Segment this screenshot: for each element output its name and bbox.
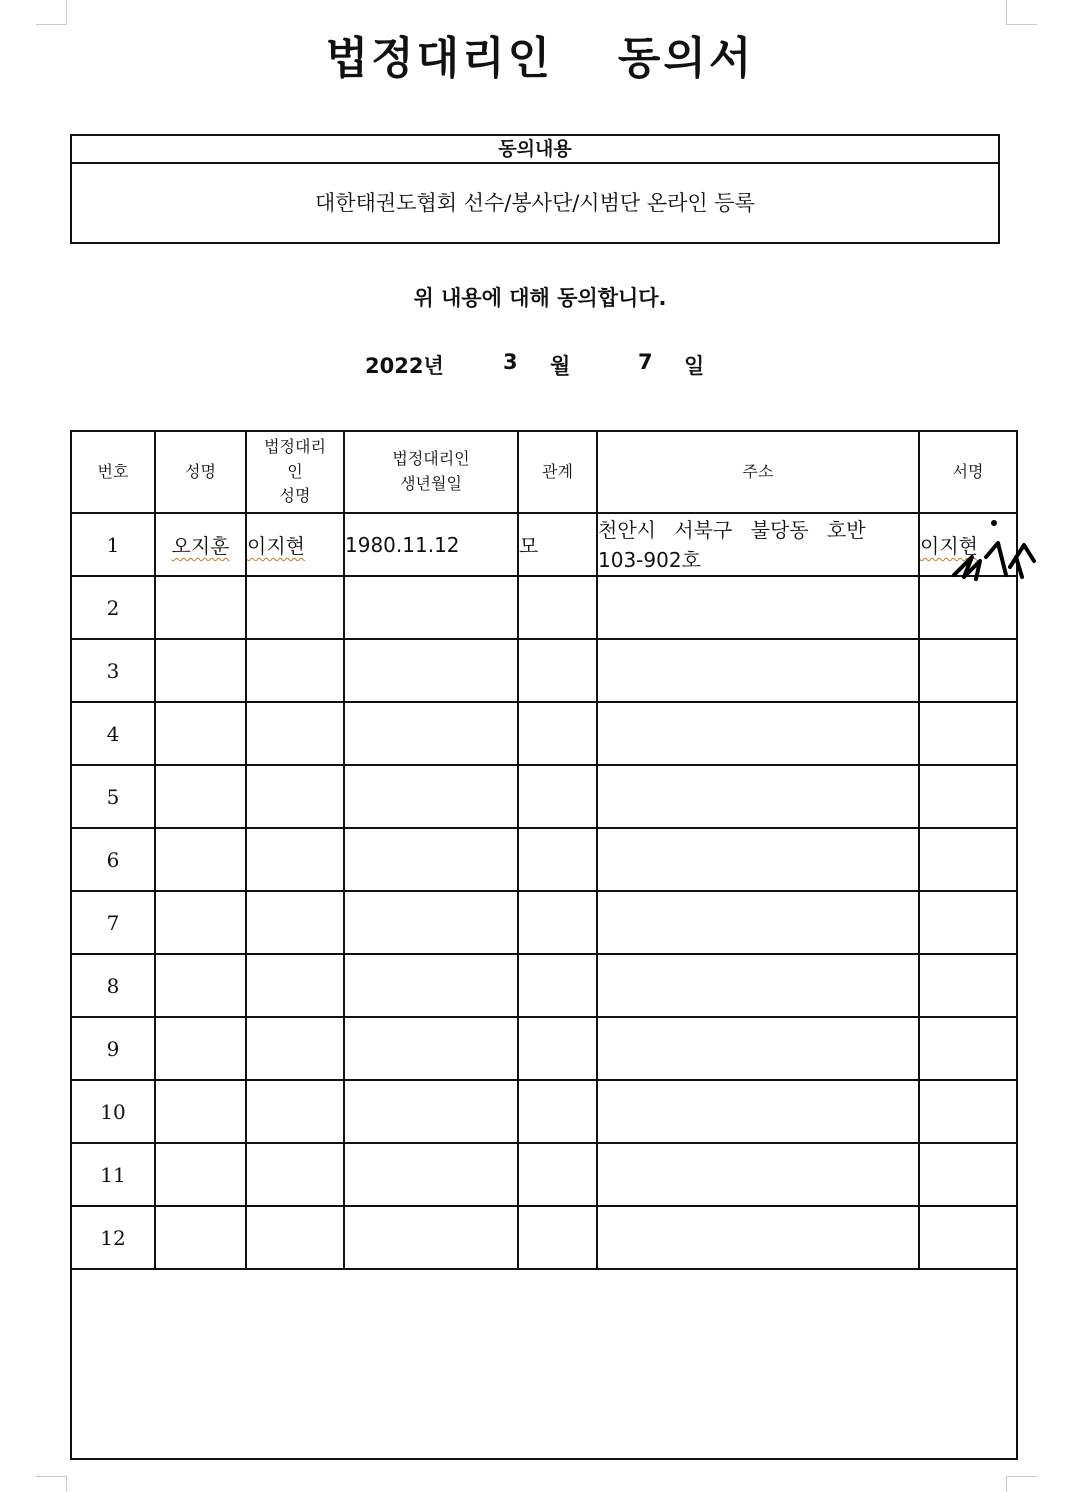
table-row: [71, 639, 1017, 702]
table-row: [71, 576, 1017, 639]
date-month-unit: 월: [550, 354, 571, 378]
table-row: [71, 513, 1017, 576]
cell-empty: [344, 1143, 518, 1206]
cell-empty: [919, 576, 1017, 639]
cell-empty: [155, 1206, 246, 1269]
cell-empty: [155, 702, 246, 765]
cell-empty: [597, 702, 919, 765]
cell-empty: [919, 639, 1017, 702]
cell-no: 4: [71, 702, 155, 765]
cell-empty: [919, 1080, 1017, 1143]
header-guardian-birth: [344, 431, 518, 513]
header-guardian-name-line: 법정대리: [264, 436, 326, 456]
cell-empty: [597, 765, 919, 828]
cell-no: 3: [71, 639, 155, 702]
table-row: [71, 702, 1017, 765]
crop-mark: [1006, 1476, 1037, 1477]
cell-empty: [155, 765, 246, 828]
cell-no: 7: [71, 891, 155, 954]
cell-empty: [344, 765, 518, 828]
date-day-unit: 일: [684, 354, 705, 378]
cell-guardian: [246, 513, 344, 576]
cell-empty: [919, 828, 1017, 891]
table-row: [71, 828, 1017, 891]
cell-empty: [597, 1080, 919, 1143]
cell-empty: [246, 1017, 344, 1080]
table-row: [71, 891, 1017, 954]
cell-empty: [246, 828, 344, 891]
cell-empty: [155, 828, 246, 891]
cell-empty: [518, 765, 597, 828]
header-name: 성명: [155, 431, 246, 513]
cell-signature-text: 이지현: [920, 534, 978, 558]
cell-empty: [246, 639, 344, 702]
header-guardian-birth-line: 생년월일: [400, 474, 462, 493]
cell-no: 12: [71, 1206, 155, 1269]
cell-no: 11: [71, 1143, 155, 1206]
cell-empty: [155, 639, 246, 702]
cell-empty: [518, 1017, 597, 1080]
table-row: [71, 1080, 1017, 1143]
cell-empty: [919, 954, 1017, 1017]
cell-empty: [155, 1080, 246, 1143]
cell-birth: 1980.11.12: [344, 513, 518, 576]
table-row: [71, 954, 1017, 1017]
cell-empty: [597, 954, 919, 1017]
crop-mark: [1006, 0, 1007, 24]
cell-empty: [246, 891, 344, 954]
cell-empty: [518, 702, 597, 765]
cell-empty: [597, 828, 919, 891]
table-row: [71, 1143, 1017, 1206]
cell-empty: [919, 1017, 1017, 1080]
cell-empty: [919, 1206, 1017, 1269]
consent-box: [70, 134, 1000, 244]
blank-footer-row: [71, 1269, 1017, 1459]
cell-empty: [246, 954, 344, 1017]
header-guardian-birth-line: 법정대리인: [392, 449, 470, 469]
guardian-table: [70, 430, 1018, 1460]
consent-heading: 동의내용: [72, 136, 998, 164]
crop-mark: [1006, 1476, 1007, 1492]
cell-empty: [246, 1206, 344, 1269]
blank-footer-cell: [71, 1269, 1017, 1459]
cell-no: 6: [71, 828, 155, 891]
cell-empty: [344, 1206, 518, 1269]
header-relation: 관계: [518, 431, 597, 513]
cell-empty: [344, 891, 518, 954]
cell-empty: [246, 702, 344, 765]
cell-no: 2: [71, 576, 155, 639]
date-day: 7: [638, 350, 653, 374]
cell-no: 5: [71, 765, 155, 828]
cell-empty: [518, 576, 597, 639]
crop-mark: [66, 1476, 67, 1492]
document-title: 법정대리인 동의서: [325, 33, 755, 84]
table-row: [71, 765, 1017, 828]
cell-empty: [597, 576, 919, 639]
consent-text: 대한태권도협회 선수/봉사단/시범단 온라인 등록: [315, 191, 755, 215]
cell-no: 1: [71, 513, 155, 576]
agreement-statement: 위 내용에 대해 동의합니다.: [413, 286, 667, 310]
header-guardian-name: [246, 431, 344, 513]
date-month: 3: [503, 350, 518, 374]
cell-empty: [246, 1080, 344, 1143]
header-address: 주소: [597, 431, 919, 513]
cell-address: [597, 513, 919, 576]
handwritten-signature: [950, 517, 1040, 583]
cell-empty: [344, 702, 518, 765]
cell-empty: [597, 639, 919, 702]
cell-name-text: 오지훈: [171, 534, 230, 558]
cell-empty: [246, 765, 344, 828]
cell-empty: [155, 576, 246, 639]
cell-empty: [518, 1206, 597, 1269]
header-guardian-name-line: 성명: [279, 486, 311, 506]
cell-empty: [518, 639, 597, 702]
cell-empty: [597, 1017, 919, 1080]
cell-empty: [919, 765, 1017, 828]
cell-empty: [246, 576, 344, 639]
cell-relation: 모: [518, 513, 597, 576]
table-header-row: [71, 431, 1017, 513]
cell-empty: [246, 1143, 344, 1206]
cell-name: [155, 513, 246, 576]
cell-empty: [155, 891, 246, 954]
cell-no: 8: [71, 954, 155, 1017]
cell-empty: [518, 891, 597, 954]
cell-empty: [344, 1017, 518, 1080]
cell-empty: [344, 576, 518, 639]
header-signature: 서명: [919, 431, 1017, 513]
table-row: [71, 1017, 1017, 1080]
cell-empty: [518, 954, 597, 1017]
cell-address-line: 천안시 서북구 불당동 호반: [598, 517, 866, 542]
cell-empty: [597, 1143, 919, 1206]
crop-mark: [66, 0, 67, 24]
table-row: [71, 1206, 1017, 1269]
cell-address-line: 103-902호: [598, 547, 701, 572]
cell-guardian-text: 이지현: [247, 534, 305, 558]
cell-empty: [344, 954, 518, 1017]
cell-empty: [344, 639, 518, 702]
header-guardian-name-line: 인: [287, 461, 303, 481]
cell-empty: [344, 1080, 518, 1143]
date-year: 2022년: [365, 354, 444, 378]
cell-empty: [518, 1143, 597, 1206]
cell-no: 9: [71, 1017, 155, 1080]
cell-empty: [344, 828, 518, 891]
crop-mark: [36, 1476, 67, 1477]
cell-empty: [919, 702, 1017, 765]
cell-empty: [155, 1017, 246, 1080]
cell-empty: [597, 1206, 919, 1269]
header-no: 번호: [71, 431, 155, 513]
cell-empty: [597, 891, 919, 954]
cell-empty: [518, 828, 597, 891]
cell-empty: [155, 1143, 246, 1206]
cell-empty: [919, 891, 1017, 954]
cell-empty: [919, 1143, 1017, 1206]
cell-empty: [518, 1080, 597, 1143]
cell-empty: [155, 954, 246, 1017]
cell-no: 10: [71, 1080, 155, 1143]
